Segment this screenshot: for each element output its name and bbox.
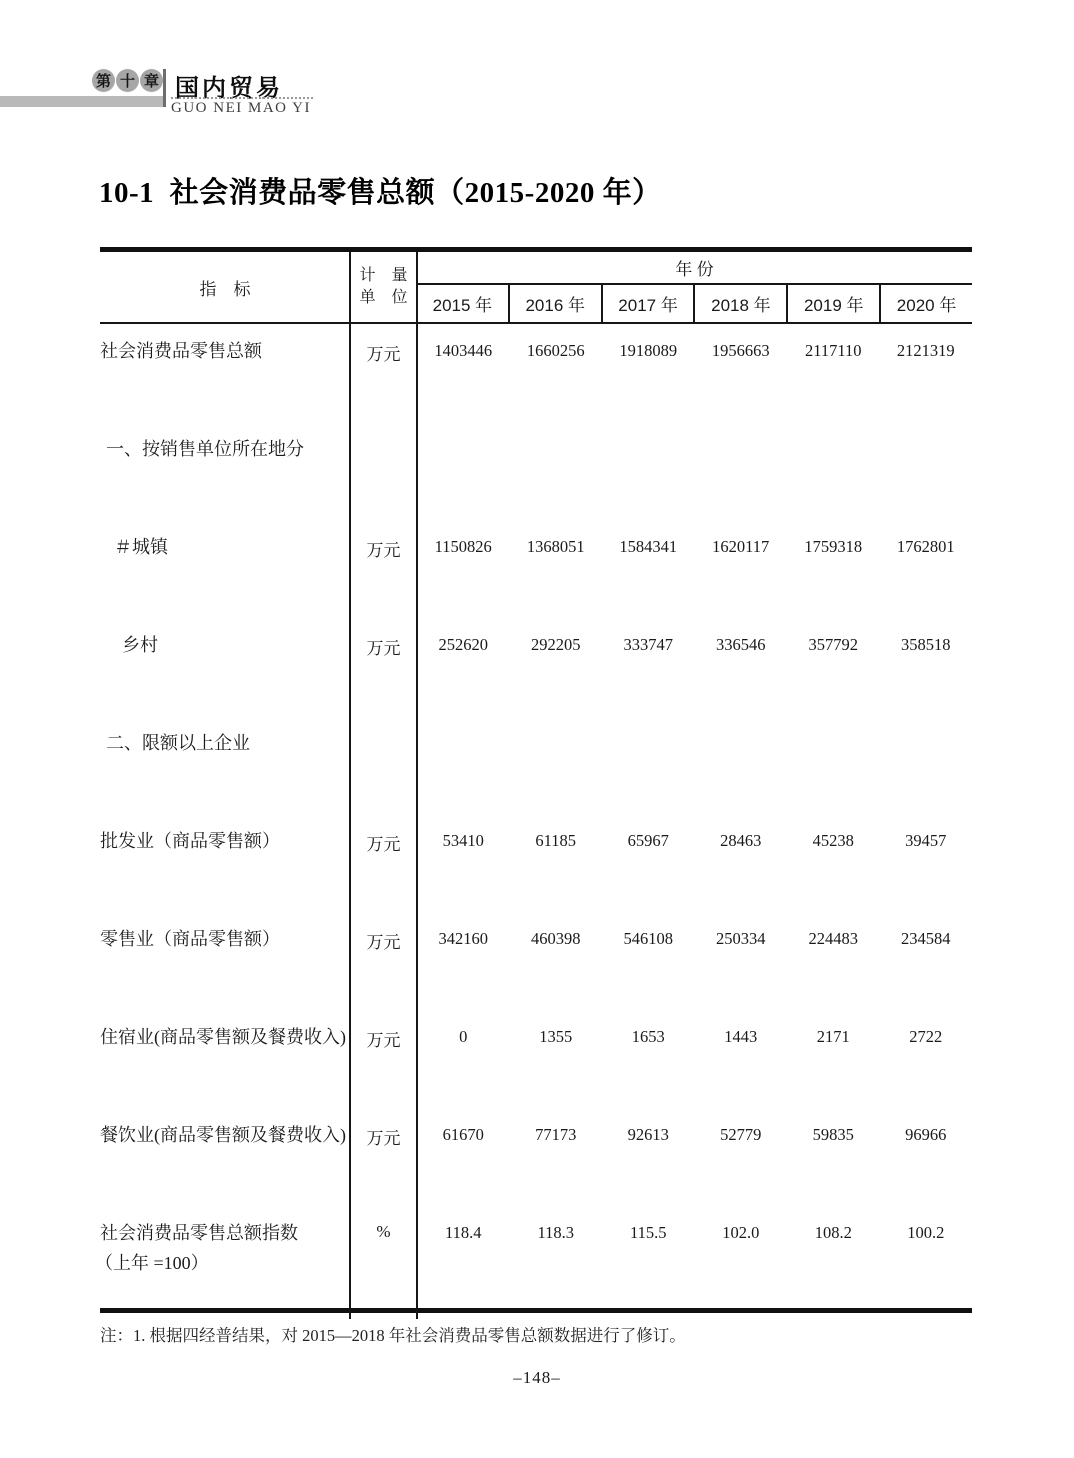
value-cell: 333747 xyxy=(623,635,673,654)
chapter-badge-char: 第 xyxy=(92,69,115,92)
table-row xyxy=(100,1108,972,1206)
chapter-subtitle-pinyin: GUO NEI MAO YI xyxy=(171,100,312,116)
value-cell: 53410 xyxy=(442,831,484,850)
value-cell: 1584341 xyxy=(619,537,678,556)
value-cell: 2121319 xyxy=(896,341,955,360)
indicator-cell: 批发业（商品零售额） xyxy=(100,831,280,851)
value-cell xyxy=(602,716,695,814)
value-cell: 224483 xyxy=(808,929,858,948)
indicator-cell xyxy=(95,1206,350,1308)
header-years xyxy=(417,252,972,322)
value-cell: 1150826 xyxy=(434,537,492,556)
header-unit xyxy=(350,252,417,322)
value-cell xyxy=(880,422,973,520)
value-cell: 250334 xyxy=(716,929,766,948)
value-cell: 77173 xyxy=(535,1125,577,1144)
header-year-2015: 2015 年 xyxy=(432,296,493,315)
header-indicator: 指 标 xyxy=(199,279,251,299)
table-row xyxy=(100,716,972,814)
value-cell: 1660256 xyxy=(526,341,585,360)
table-footnote: 注：1. 根据四经普结果，对 2015—2018 年社会消费品零售总额数据进行了修订。 xyxy=(100,1326,686,1345)
unit-cell xyxy=(350,716,417,814)
value-cell xyxy=(880,716,973,814)
value-cell: 102.0 xyxy=(722,1223,760,1242)
table-row xyxy=(100,618,972,716)
value-cell: 92613 xyxy=(627,1125,669,1144)
value-cell: 2171 xyxy=(816,1027,850,1046)
chapter-badge-char: 章 xyxy=(140,69,163,92)
value-cell: 342160 xyxy=(438,929,488,948)
table-row xyxy=(100,1010,972,1108)
table-row xyxy=(95,1206,972,1308)
indicator-line2: （上年 =100） xyxy=(95,1253,209,1273)
value-cell xyxy=(510,716,603,814)
header-year-2017: 2017 年 xyxy=(601,285,694,322)
value-cell: 28463 xyxy=(720,831,762,850)
indicator-cell: ＃城镇 xyxy=(114,537,168,557)
unit-cell: 万元 xyxy=(366,345,401,364)
value-cell: 100.2 xyxy=(907,1223,945,1242)
table-row xyxy=(100,520,972,618)
indicator-cell: 乡村 xyxy=(122,635,158,655)
value-cell: 234584 xyxy=(901,929,951,948)
page-number: –148– xyxy=(513,1368,561,1387)
value-cell xyxy=(602,422,695,520)
value-cell xyxy=(787,716,880,814)
value-cell: 61185 xyxy=(535,831,577,850)
value-cell: 2117110 xyxy=(804,341,862,360)
indicator-cell: 社会消费品零售总额 xyxy=(100,341,262,361)
header-year-row xyxy=(417,285,972,322)
header-unit-line1: 计 量 xyxy=(359,267,408,284)
value-cell: 1443 xyxy=(724,1027,758,1046)
value-cell: 65967 xyxy=(627,831,669,850)
header-unit-line2: 单 位 xyxy=(359,289,408,306)
table-title: 10-1 社会消费品零售总额（2015-2020 年） xyxy=(99,177,662,209)
value-cell xyxy=(510,422,603,520)
indicator-cell: 一、按销售单位所在地分 xyxy=(106,439,304,459)
value-cell: 118.4 xyxy=(444,1223,482,1242)
chapter-title: 国内贸易 xyxy=(175,75,283,102)
value-cell: 1759318 xyxy=(804,537,863,556)
value-cell: 1355 xyxy=(539,1027,573,1046)
unit-cell: 万元 xyxy=(366,835,401,854)
value-cell: 39457 xyxy=(905,831,947,850)
value-cell: 0 xyxy=(459,1027,468,1046)
value-cell: 292205 xyxy=(531,635,581,654)
value-cell xyxy=(417,422,510,520)
value-cell: 460398 xyxy=(531,929,581,948)
table-body xyxy=(95,324,972,1308)
table-row xyxy=(100,814,972,912)
indicator-cell: 零售业（商品零售额） xyxy=(100,929,280,949)
chapter-badge-char: 十 xyxy=(116,69,139,92)
value-cell: 336546 xyxy=(716,635,766,654)
unit-cell: 万元 xyxy=(366,933,401,952)
table-row xyxy=(100,422,972,520)
value-cell: 1403446 xyxy=(434,341,493,360)
value-cell: 45238 xyxy=(812,831,854,850)
indicator-line1: 社会消费品零售总额指数 xyxy=(100,1223,298,1243)
header-year-2018: 2018 年 xyxy=(693,285,786,322)
chapter-badge xyxy=(92,69,163,92)
header-year-2019: 2019 年 xyxy=(786,285,879,322)
statistics-table xyxy=(95,247,972,1313)
value-cell: 357792 xyxy=(808,635,858,654)
unit-cell: 万元 xyxy=(366,1031,401,1050)
value-cell xyxy=(695,422,788,520)
header-year-2016: 2016 年 xyxy=(508,285,601,322)
value-cell: 252620 xyxy=(438,635,488,654)
value-cell: 59835 xyxy=(812,1125,854,1144)
value-cell xyxy=(695,716,788,814)
unit-cell: % xyxy=(376,1222,391,1241)
indicator-cell: 二、限额以上企业 xyxy=(106,733,250,753)
value-cell: 546108 xyxy=(623,929,673,948)
unit-cell: 万元 xyxy=(366,1129,401,1148)
table-bottom-rule xyxy=(100,1308,972,1313)
unit-cell: 万元 xyxy=(366,639,401,658)
table-row xyxy=(100,912,972,1010)
value-cell: 61670 xyxy=(442,1125,484,1144)
unit-cell: 万元 xyxy=(366,541,401,560)
indicator-cell: 餐饮业(商品零售额及餐费收入) xyxy=(100,1125,346,1145)
chapter-header-bar xyxy=(0,96,163,107)
table-row xyxy=(100,324,972,422)
table-header xyxy=(100,252,972,324)
value-cell: 1620117 xyxy=(712,537,770,556)
value-cell xyxy=(787,422,880,520)
header-year-2020: 2020 年 xyxy=(879,285,972,322)
chapter-title-dotted-underline xyxy=(171,97,313,99)
value-cell: 1762801 xyxy=(896,537,955,556)
value-cell: 52779 xyxy=(720,1125,762,1144)
value-cell: 1368051 xyxy=(526,537,585,556)
value-cell: 358518 xyxy=(901,635,951,654)
value-cell: 1956663 xyxy=(711,341,770,360)
value-cell xyxy=(417,716,510,814)
chapter-header-divider xyxy=(163,69,166,107)
value-cell: 96966 xyxy=(905,1125,947,1144)
value-cell: 1918089 xyxy=(619,341,678,360)
value-cell: 1653 xyxy=(631,1027,665,1046)
value-cell: 118.3 xyxy=(537,1223,574,1242)
header-year-group: 年 份 xyxy=(417,252,972,285)
indicator-cell: 住宿业(商品零售额及餐费收入) xyxy=(100,1027,346,1047)
value-cell: 108.2 xyxy=(814,1223,852,1242)
value-cell: 2722 xyxy=(909,1027,943,1046)
value-cell: 115.5 xyxy=(629,1223,667,1242)
unit-cell xyxy=(350,422,417,520)
